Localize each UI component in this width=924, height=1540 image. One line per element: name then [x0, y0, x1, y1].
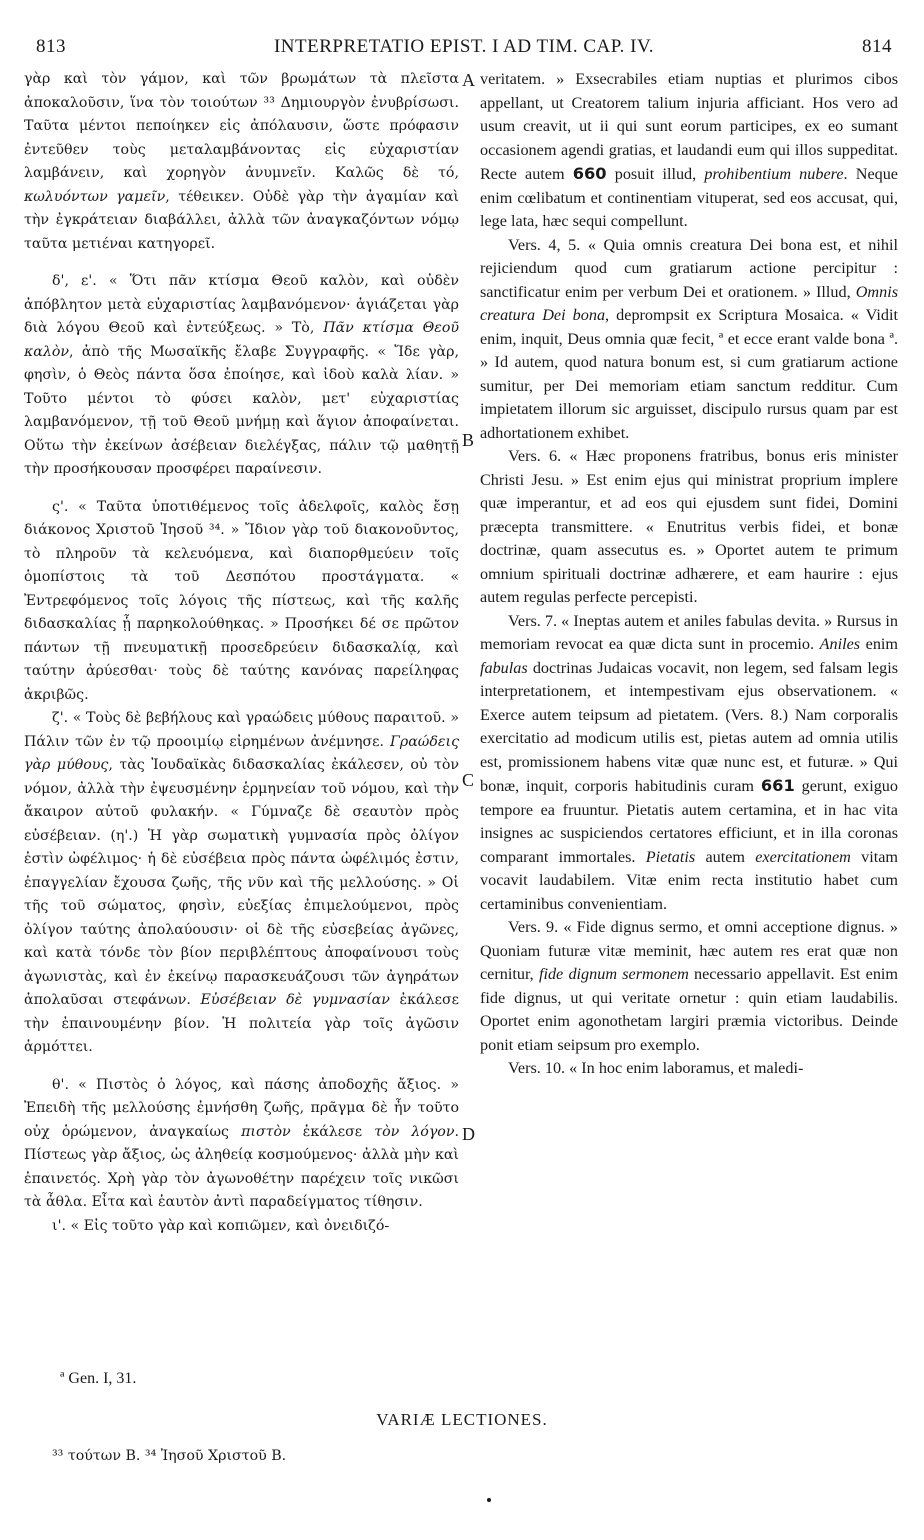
latin-paragraph: Vers. 7. « Ineptas autem et aniles fabulas devita. » Rursus in memoriam revocat ea quæ dicta sunt in procemio. Aniles enim fabulas doctrinas Judaicas vocavit, non legem, sed falsam legis interpretationem, et intempestivam ejus observationem. « Exerce autem teipsum ad pietatem. (Vers. 8.) Nam corporalis exercitatio ad modicum utilis est, pietas autem ad omnia utilis est, promissionem habens vitæ quæ nunc est, et futuræ. » Qui bonæ, inquit, corporis habitudinis curam 661 gerunt, exiguo tempore ea fruuntur. Pietatis autem certamina, et in hac vita insignes ac suspiciendos certatores efficiunt, et in illa coronas comparant immortales. Pietatis autem exercitationem vitam vocavit laudabilem. Vitæ enim recta institutio habet cum certaminibus convenientiam.: [480, 611, 898, 913]
greek-paragraph: γὰρ καὶ τὸν γάμον, καὶ τῶν βρωμάτων τὰ πλεῖστα ἀποκαλοῦσιν, ἵνα τὸν τοιούτων ³³ Δημιουργὸν ἐνυβρίσωσι. Ταῦτα μέντοι πεποίηκεν εἰς ἀπόλαυσιν, ὥστε πρόφασιν ἐντεῦθεν τοὺς μεταλαμβάνοντας εἰς εὐχαριστίαν λαμβάνειν, καὶ χορηγὸν ἀνυμνεῖν. Καλῶς δὲ τό, κωλυόντων γαμεῖν, τέθεικεν. Οὐδὲ γὰρ τὴν ἀγαμίαν καὶ τὴν ἐγκράτειαν διαβάλλει, ἀλλὰ τῶν ἀναγκαζόντων νόμῳ ταῦτα μετιέναι κατηγορεῖ.: [24, 71, 459, 252]
variant-readings-title: VARIÆ LECTIONES.: [376, 1410, 548, 1429]
greek-column: [24, 68, 459, 1238]
running-title: INTERPRETATIO EPIST. I AD TIM. CAP. IV.: [273, 36, 655, 57]
latin-column: [480, 68, 898, 1081]
variant-readings-line: ³³ τούτων B. ³⁴ Ἰησοῦ Χριστοῦ B.: [52, 1448, 287, 1464]
latin-paragraph: Vers. 10. « In hoc enim laboramus, et maledi-: [508, 1059, 804, 1077]
latin-paragraph: Vers. 6. « Hæc proponens fratribus, bonus eris minister Christi Jesu. » Est enim ejus qui ministrat proprium implere quæ imperantur, et ad eos qui ejusdem sunt fidei, Domini præcepta transmittere. « Enutritus verbis fidei, et bonæ doctrinæ, quam assecutus es. » Oportet autem te primum omnium spirituali doctrinæ adhærere, et eam haurire : ejus autem regulas perfecte percepisti.: [480, 447, 898, 606]
margin-marker-c: C: [462, 770, 475, 790]
margin-marker-a: A: [462, 70, 475, 90]
verse-label: Vers. 7.: [508, 611, 558, 630]
page-number-right: 814: [862, 36, 892, 57]
greek-paragraph: ι'. « Εἰς τοῦτο γὰρ καὶ κοπιῶμεν, καὶ ὀνειδιζό-: [52, 1217, 390, 1234]
page-number-left: 813: [36, 36, 66, 57]
margin-marker-b: B: [462, 430, 475, 450]
latin-paragraph: Vers. 4, 5. « Quia omnis creatura Dei bona est, et nihil rejiciendum quod cum gratiarum actione percipitur : sanctificatur enim per verbum Dei et orationem. » Illud, Omnis creatura Dei bona, deprompsit ex Scriptura Mosaica. « Vidit enim, inquit, Deus omnia quæ fecit, ª et ecce erant valde bona ª. » Id autem, quod natura bonum est, si cum gratiarum actione sumitur, per Dei memoriam etiam sanctum redditur. Cum impietatem illorum sic arguisset, discipulo rursus quam par est adhortationem exhibet.: [480, 235, 898, 442]
verse-label: Vers. 4, 5.: [508, 235, 581, 254]
greek-paragraph: θ'. « Πιστὸς ὁ λόγος, καὶ πάσης ἀποδοχῆς ἄξιος. » Ἐπειδὴ τῆς μελλούσης ἐμνήσθη ζωῆς, πρᾶγμα δὲ ἦν τοῦτο οὐχ ὁρώμενον, ἀναγκαίως πιστὸν ἐκάλεσε τὸν λόγον. Πίστεως γὰρ ἄξιος, ὡς ἀληθείᾳ κοσμούμενος· ἀλλὰ μὴν καὶ ἐπαινετός. Χρὴ γὰρ τὸν ἀγωνοθέτην παρέχειν τοῖς νικῶσι τὰ ἆθλα. Εἶτα καὶ ἑαυτὸν ἀντὶ παραδείγματος τίθησιν.: [24, 1076, 459, 1210]
latin-paragraph: Vers. 9. « Fide dignus sermo, et omni acceptione dignus. » Quoniam futuræ vitæ meminit, hæc autem res erat quæ non cernitur, fide dignum sermonem necessario appellavit. Est enim fide dignus, ut qui veritate ornetur : quin etiam laudabilis. Oportet enim agonothetam largiri præmia victoribus. Deinde ponit etiam seipsum pro exemplo.: [480, 918, 899, 1054]
verse-label: Vers. 6.: [508, 447, 562, 465]
latin-paragraph: veritatem. » Exsecrabiles etiam nuptias et plurimos cibos appellant, ut Creatorem talium injuria afficiant. Hos vero ad usum creavit, ut ii qui sunt eorum participes, ex eo sumant occasionem agendi gratias, et laudandi eum qui illos suppeditat. Recte autem 660 posuit illud, prohibentium nubere. Neque enim cœlibatum et continentiam vituperat, sed eos accusat, qui, lege lata, hæc sequi compellunt.: [480, 70, 898, 230]
column-number: 661: [760, 776, 795, 795]
verse-label: Vers. 10.: [508, 1059, 566, 1077]
greek-paragraph: δ', ε'. « Ὅτι πᾶν κτίσμα Θεοῦ καλὸν, καὶ οὐδὲν ἀπόβλητον μετὰ εὐχαριστίας λαμβανόμενον· ἁγιάζεται γὰρ διὰ λόγου Θεοῦ καὶ ἐντεύξεως. » Τὸ, Πᾶν κτίσμα Θεοῦ καλὸν, ἀπὸ τῆς Μωσαϊκῆς ἔλαβε Συγγραφῆς. « Ἴδε γὰρ, φησὶν, ὁ Θεὸς πάντα ὅσα ἐποίησε, καὶ ἰδοὺ καλὰ λίαν. » Τοῦτο μέντοι τὸ φύσει καλὸν, μετ' εὐχαριστίας λαμβανόμενον, τῇ τοῦ Θεοῦ μνήμῃ καὶ ἅγιον ἀποφαίνεται. Οὕτω τὴν ἐκείνων ἀσέβειαν διελέγξας, πάλιν τῷ μαθητῇ τὴν προσήκουσαν προσφέρει παραίνεσιν.: [24, 273, 460, 477]
verse-label: Vers. 9.: [508, 918, 559, 936]
running-header: [36, 36, 892, 62]
greek-paragraph: ς'. « Ταῦτα ὑποτιθέμενος τοῖς ἀδελφοῖς, καλὸς ἔσῃ διάκονος Χριστοῦ Ἰησοῦ ³⁴. » Ἴδιον γὰρ τοῦ διακονοῦντος, τὸ πληροῦν τὰ κελευόμενα, καὶ διαπορθμεύειν τοῖς ὁμοπίστοις τὰ τοῦ Δεσπότου προστάγματα. « Ἐντρεφόμενος τοῖς λόγοις τῆς πίστεως, καὶ τῆς καλῆς διδασκαλίας ᾗ παρηκολούθηκας. » Προσήκει δέ σε πρῶτον πάντων τῇ πνευματικῇ προσεδρεύειν διδασκαλίᾳ, καὶ ταύτην ἀρύεσθαι· τοὺς δὲ ταύτης κανόνας παρείληφας ἀκριβῶς.: [24, 498, 459, 703]
margin-marker-d: D: [462, 1124, 475, 1144]
footnote: ª Gen. I, 31.: [60, 1370, 137, 1387]
column-number: 660: [572, 164, 607, 183]
greek-paragraph: ζ'. « Τοὺς δὲ βεβήλους καὶ γραώδεις μύθους παραιτοῦ. » Πάλιν τῶν ἐν τῷ προοιμίῳ εἰρημένων ἀνέμνησε. Γραώδεις γὰρ μύθους, τὰς Ἰουδαϊκὰς διδασκαλίας ἐκάλεσεν, οὐ τὸν νόμον, ἀλλὰ τὴν ἐψευσμένην ἑρμηνείαν τοῦ νόμου, καὶ τὴν ἄκαιρον αὐτοῦ φυλακήν. « Γύμναζε δὲ σεαυτὸν πρὸς εὐσέβειαν. (η'.) Ἡ γὰρ σωματικὴ γυμνασία πρὸς ὀλίγον ἐστὶν ὠφέλιμος· ἡ δὲ εὐσέβεια πρὸς πάντα ὠφέλιμός ἐστιν, ἐπαγγελίαν ἔχουσα ζωῆς, τῆς νῦν καὶ τῆς μελλούσης. » Οἱ τῆς τοῦ σώματος, φησὶν, εὐεξίας ἐπιμελούμενοι, πρὸς ὀλίγον ταύτης ἀπολαύουσιν· οἱ δὲ τῆς εὐσεβείας ἀγῶνες, καὶ κατὰ τόνδε τὸν βίον περιβλέπτους ἀποφαίνουσι τοὺς ἀγωνιστὰς, καὶ ἐν ἐκείνῳ παρασκευάζουσι τῶν ἀγηράτων ἀπολαῦσαι στεφάνων. Εὐσέβειαν δὲ γυμνασίαν ἐκάλεσε τὴν ἐπαινουμένην βίον. Ἡ πολιτεία γὰρ τοῖς ἀγῶσιν ἁρμόττει.: [24, 710, 460, 1055]
page-dot: [487, 1498, 491, 1502]
